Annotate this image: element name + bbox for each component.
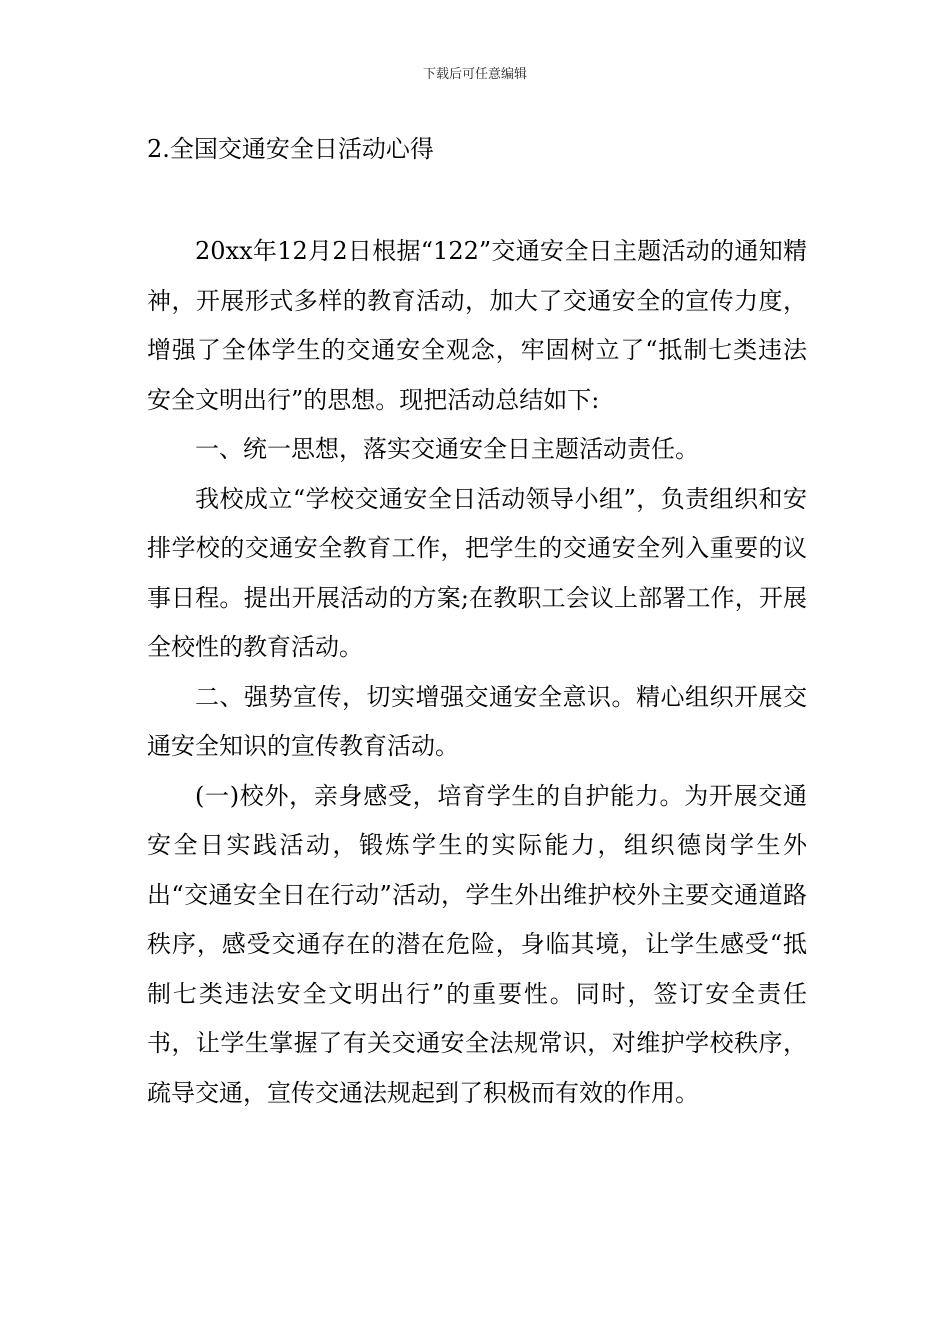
paragraph-section-1-body: 我校成立“学校交通安全日活动领导小组”，负责组织和安排学校的交通安全教育工作，把学生的交通安全列入重要的议事日程。提出开展活动的方案;在教职工会议上部署工作，开展全校性的教育活动。: [147, 484, 807, 661]
document-title: 2.全国交通安全日活动心得: [147, 135, 434, 163]
document-body: [147, 227, 807, 1118]
paragraph-section-2-item-1: (一)校外，亲身感受，培育学生的自护能力。为开展交通安全日实践活动，锻炼学生的实际能力，组织德岗学生外出“交通安全日在行动”活动，学生外出维护校外主要交通道路秩序，感受交通存在的潜在危险，身临其境，让学生感受“抵制七类违法安全文明出行”的重要性。同时，签订安全责任书，让学生掌握了有关交通安全法规常识，对维护学校秩序，疏导交通，宣传交通法规起到了积极而有效的作用。: [147, 781, 807, 1107]
paragraph-section-1-heading: 一、统一思想，落实交通安全日主题活动责任。: [195, 435, 699, 463]
page-header-note: 下载后可任意编辑: [422, 67, 527, 82]
paragraph-intro: 20xx年12月2日根据“122”交通安全日主题活动的通知精神，开展形式多样的教育活动，加大了交通安全的宣传力度，增强了全体学生的交通安全观念，牢固树立了“抵制七类违法安全文明出行”的思想。现把活动总结如下:: [147, 237, 807, 414]
paragraph-section-2-heading: 二、强势宣传，切实增强交通安全意识。精心组织开展交通安全知识的宣传教育活动。: [147, 682, 807, 760]
